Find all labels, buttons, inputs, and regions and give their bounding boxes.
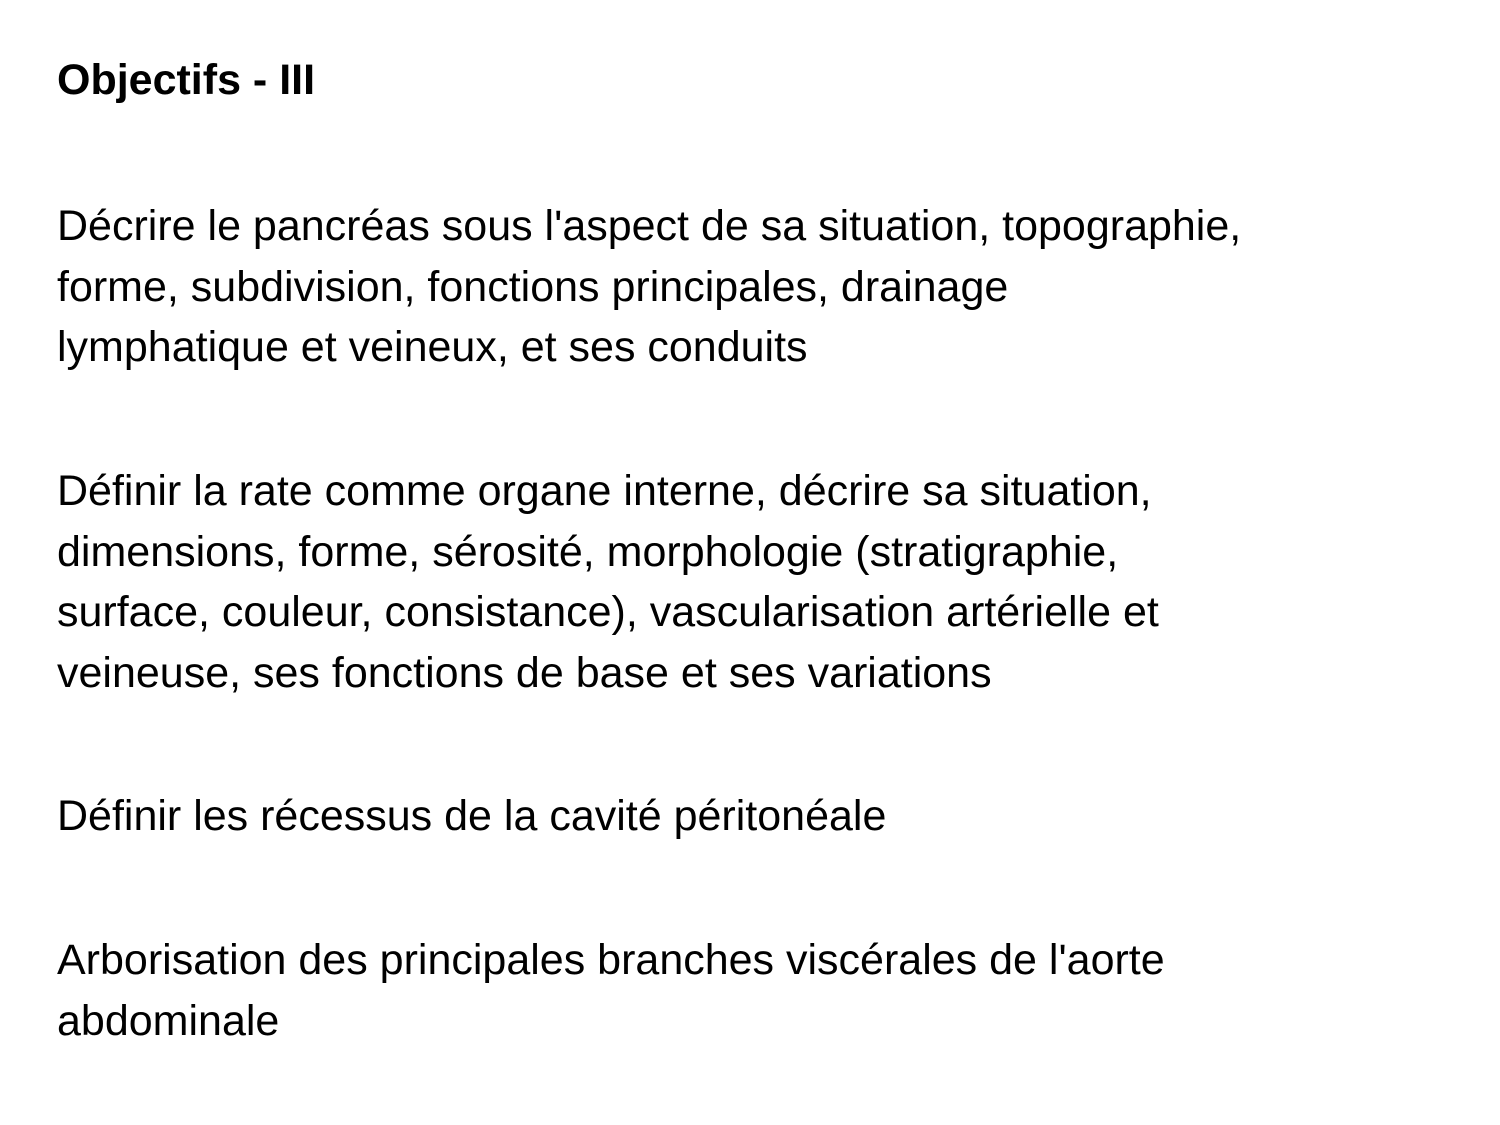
text-line: Arborisation des principales branches viscérales de l'aorte <box>57 936 1165 984</box>
text-line: Décrire le pancréas sous l'aspect de sa situation, topographie, <box>57 202 1242 250</box>
text-line: dimensions, forme, sérosité, morphologie (stratigraphie, <box>57 527 1119 576</box>
text-line: forme, subdivision, fonctions principales, drainage <box>57 262 1009 311</box>
objective-aorta-branches <box>57 930 1457 1051</box>
text-line: Définir la rate comme organe interne, décrire sa situation, <box>57 467 1152 515</box>
slide-title: Objectifs - III <box>57 56 316 104</box>
text-line: lymphatique et veineux, et ses conduits <box>57 323 808 371</box>
objective-peritoneal-recesses <box>57 786 1457 847</box>
text-line: veineuse, ses fonctions de base et ses variations <box>57 648 992 697</box>
objective-pancreas <box>57 196 1457 378</box>
text-line: Définir les récessus de la cavité péritonéale <box>57 792 887 840</box>
text-line: abdominale <box>57 996 280 1045</box>
objective-spleen <box>57 461 1457 703</box>
text-line: surface, couleur, consistance), vascularisation artérielle et <box>57 588 1159 636</box>
